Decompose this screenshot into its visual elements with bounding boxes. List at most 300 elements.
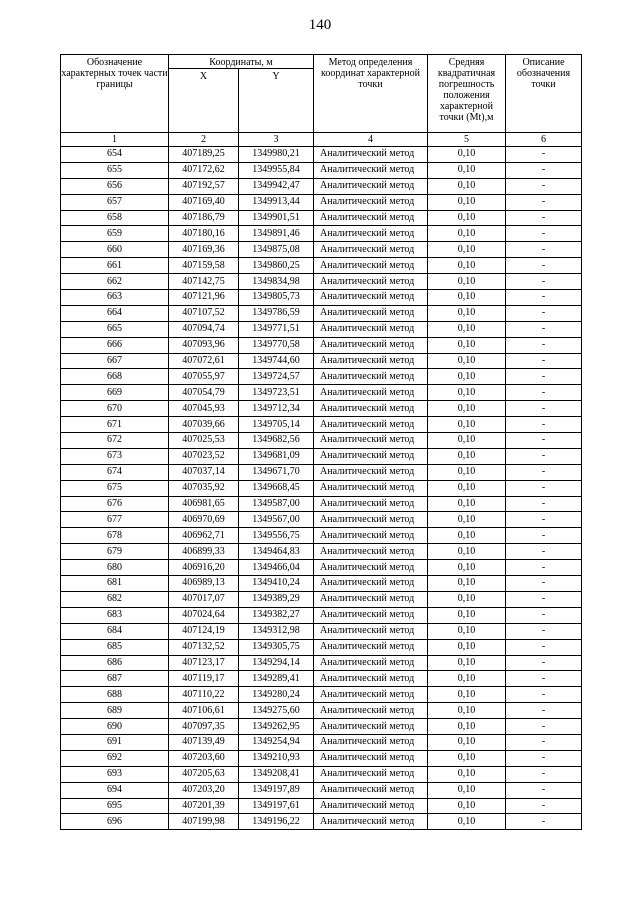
method-cell: Аналитический метод	[314, 258, 428, 274]
point-id-cell: 662	[61, 274, 169, 290]
table-row	[61, 719, 582, 735]
point-id-cell: 667	[61, 353, 169, 369]
error-cell: 0,10	[428, 528, 506, 544]
y-cell: 1349860,25	[239, 258, 314, 274]
x-cell: 407123,17	[169, 655, 239, 671]
table-row	[61, 385, 582, 401]
method-cell: Аналитический метод	[314, 576, 428, 592]
y-cell: 1349196,22	[239, 814, 314, 830]
error-cell: 0,10	[428, 496, 506, 512]
point-id-cell: 661	[61, 258, 169, 274]
column-number: 3	[239, 133, 314, 147]
x-cell: 406970,69	[169, 512, 239, 528]
y-cell: 1349197,89	[239, 782, 314, 798]
x-cell: 407132,52	[169, 639, 239, 655]
description-cell: -	[506, 385, 582, 401]
point-id-cell: 665	[61, 321, 169, 337]
y-cell: 1349712,34	[239, 401, 314, 417]
x-cell: 407121,96	[169, 290, 239, 306]
description-cell: -	[506, 337, 582, 353]
point-id-cell: 676	[61, 496, 169, 512]
point-id-cell: 654	[61, 147, 169, 163]
description-cell: -	[506, 448, 582, 464]
x-cell: 407169,36	[169, 242, 239, 258]
method-cell: Аналитический метод	[314, 719, 428, 735]
point-id-cell: 679	[61, 544, 169, 560]
x-cell: 407201,39	[169, 798, 239, 814]
table-row	[61, 766, 582, 782]
method-cell: Аналитический метод	[314, 560, 428, 576]
y-cell: 1349280,24	[239, 687, 314, 703]
y-cell: 1349262,95	[239, 719, 314, 735]
y-cell: 1349771,51	[239, 321, 314, 337]
table-row	[61, 512, 582, 528]
method-cell: Аналитический метод	[314, 623, 428, 639]
description-cell: -	[506, 401, 582, 417]
table-row	[61, 290, 582, 306]
error-cell: 0,10	[428, 321, 506, 337]
y-cell: 1349466,04	[239, 560, 314, 576]
error-cell: 0,10	[428, 401, 506, 417]
table-row	[61, 687, 582, 703]
description-cell: -	[506, 242, 582, 258]
x-cell: 407072,61	[169, 353, 239, 369]
error-cell: 0,10	[428, 734, 506, 750]
header-y: Y	[239, 69, 314, 133]
error-cell: 0,10	[428, 162, 506, 178]
y-cell: 1349254,94	[239, 734, 314, 750]
table-row	[61, 798, 582, 814]
y-cell: 1349942,47	[239, 178, 314, 194]
y-cell: 1349464,83	[239, 544, 314, 560]
error-cell: 0,10	[428, 433, 506, 449]
table-row	[61, 560, 582, 576]
y-cell: 1349913,44	[239, 194, 314, 210]
table-row	[61, 147, 582, 163]
description-cell: -	[506, 417, 582, 433]
point-id-cell: 660	[61, 242, 169, 258]
y-cell: 1349834,98	[239, 274, 314, 290]
description-cell: -	[506, 496, 582, 512]
method-cell: Аналитический метод	[314, 591, 428, 607]
method-cell: Аналитический метод	[314, 639, 428, 655]
error-cell: 0,10	[428, 242, 506, 258]
y-cell: 1349556,75	[239, 528, 314, 544]
point-id-cell: 658	[61, 210, 169, 226]
description-cell: -	[506, 639, 582, 655]
table-row	[61, 369, 582, 385]
y-cell: 1349805,73	[239, 290, 314, 306]
x-cell: 407024,64	[169, 607, 239, 623]
description-cell: -	[506, 623, 582, 639]
description-cell: -	[506, 162, 582, 178]
method-cell: Аналитический метод	[314, 734, 428, 750]
method-cell: Аналитический метод	[314, 385, 428, 401]
method-cell: Аналитический метод	[314, 655, 428, 671]
x-cell: 407110,22	[169, 687, 239, 703]
method-cell: Аналитический метод	[314, 496, 428, 512]
x-cell: 406981,65	[169, 496, 239, 512]
header-coordinates: Координаты, м	[169, 55, 314, 69]
method-cell: Аналитический метод	[314, 703, 428, 719]
table-row	[61, 576, 582, 592]
y-cell: 1349681,09	[239, 448, 314, 464]
description-cell: -	[506, 369, 582, 385]
table-row	[61, 162, 582, 178]
y-cell: 1349197,61	[239, 798, 314, 814]
method-cell: Аналитический метод	[314, 305, 428, 321]
x-cell: 407025,53	[169, 433, 239, 449]
description-cell: -	[506, 528, 582, 544]
method-cell: Аналитический метод	[314, 274, 428, 290]
description-cell: -	[506, 178, 582, 194]
method-cell: Аналитический метод	[314, 210, 428, 226]
table-row	[61, 496, 582, 512]
table-row	[61, 337, 582, 353]
header-x: X	[169, 69, 239, 133]
method-cell: Аналитический метод	[314, 750, 428, 766]
error-cell: 0,10	[428, 385, 506, 401]
description-cell: -	[506, 782, 582, 798]
point-id-cell: 663	[61, 290, 169, 306]
y-cell: 1349724,57	[239, 369, 314, 385]
y-cell: 1349875,08	[239, 242, 314, 258]
column-number: 2	[169, 133, 239, 147]
table-row	[61, 226, 582, 242]
method-cell: Аналитический метод	[314, 448, 428, 464]
method-cell: Аналитический метод	[314, 162, 428, 178]
description-cell: -	[506, 464, 582, 480]
description-cell: -	[506, 703, 582, 719]
y-cell: 1349955,84	[239, 162, 314, 178]
x-cell: 407199,98	[169, 814, 239, 830]
error-cell: 0,10	[428, 607, 506, 623]
table-row	[61, 305, 582, 321]
error-cell: 0,10	[428, 719, 506, 735]
x-cell: 407094,74	[169, 321, 239, 337]
method-cell: Аналитический метод	[314, 369, 428, 385]
method-cell: Аналитический метод	[314, 226, 428, 242]
x-cell: 407054,79	[169, 385, 239, 401]
point-id-cell: 677	[61, 512, 169, 528]
y-cell: 1349410,24	[239, 576, 314, 592]
y-cell: 1349723,51	[239, 385, 314, 401]
point-id-cell: 692	[61, 750, 169, 766]
method-cell: Аналитический метод	[314, 353, 428, 369]
x-cell: 407186,79	[169, 210, 239, 226]
error-cell: 0,10	[428, 194, 506, 210]
description-cell: -	[506, 719, 582, 735]
description-cell: -	[506, 258, 582, 274]
point-id-cell: 689	[61, 703, 169, 719]
error-cell: 0,10	[428, 703, 506, 719]
description-cell: -	[506, 226, 582, 242]
x-cell: 407097,35	[169, 719, 239, 735]
table-body	[61, 147, 582, 830]
x-cell: 407106,61	[169, 703, 239, 719]
x-cell: 407039,66	[169, 417, 239, 433]
y-cell: 1349210,93	[239, 750, 314, 766]
description-cell: -	[506, 321, 582, 337]
description-cell: -	[506, 274, 582, 290]
table-row	[61, 194, 582, 210]
description-cell: -	[506, 210, 582, 226]
method-cell: Аналитический метод	[314, 337, 428, 353]
x-cell: 407180,16	[169, 226, 239, 242]
point-id-cell: 695	[61, 798, 169, 814]
error-cell: 0,10	[428, 623, 506, 639]
header-description: Описание обозначения точки	[506, 55, 582, 133]
y-cell: 1349786,59	[239, 305, 314, 321]
point-id-cell: 664	[61, 305, 169, 321]
point-id-cell: 670	[61, 401, 169, 417]
description-cell: -	[506, 814, 582, 830]
error-cell: 0,10	[428, 687, 506, 703]
y-cell: 1349305,75	[239, 639, 314, 655]
x-cell: 407205,63	[169, 766, 239, 782]
x-cell: 407192,57	[169, 178, 239, 194]
error-cell: 0,10	[428, 290, 506, 306]
y-cell: 1349891,46	[239, 226, 314, 242]
point-id-cell: 683	[61, 607, 169, 623]
description-cell: -	[506, 798, 582, 814]
error-cell: 0,10	[428, 210, 506, 226]
error-cell: 0,10	[428, 480, 506, 496]
method-cell: Аналитический метод	[314, 766, 428, 782]
method-cell: Аналитический метод	[314, 417, 428, 433]
error-cell: 0,10	[428, 814, 506, 830]
point-id-cell: 686	[61, 655, 169, 671]
method-cell: Аналитический метод	[314, 528, 428, 544]
header-error: Средняя квадратичная погрешность положения характерной точки (Mt),м	[428, 55, 506, 133]
table-row	[61, 210, 582, 226]
error-cell: 0,10	[428, 178, 506, 194]
y-cell: 1349744,60	[239, 353, 314, 369]
y-cell: 1349289,41	[239, 671, 314, 687]
y-cell: 1349682,56	[239, 433, 314, 449]
x-cell: 407203,20	[169, 782, 239, 798]
method-cell: Аналитический метод	[314, 321, 428, 337]
method-cell: Аналитический метод	[314, 464, 428, 480]
description-cell: -	[506, 655, 582, 671]
description-cell: -	[506, 290, 582, 306]
x-cell: 406989,13	[169, 576, 239, 592]
method-cell: Аналитический метод	[314, 147, 428, 163]
x-cell: 407159,58	[169, 258, 239, 274]
table-row	[61, 671, 582, 687]
table-row	[61, 433, 582, 449]
y-cell: 1349671,70	[239, 464, 314, 480]
error-cell: 0,10	[428, 591, 506, 607]
error-cell: 0,10	[428, 337, 506, 353]
description-cell: -	[506, 750, 582, 766]
y-cell: 1349587,00	[239, 496, 314, 512]
method-cell: Аналитический метод	[314, 814, 428, 830]
point-id-cell: 696	[61, 814, 169, 830]
table-row	[61, 448, 582, 464]
error-cell: 0,10	[428, 448, 506, 464]
coordinates-table	[60, 54, 582, 830]
table-row	[61, 321, 582, 337]
method-cell: Аналитический метод	[314, 544, 428, 560]
x-cell: 407093,96	[169, 337, 239, 353]
error-cell: 0,10	[428, 576, 506, 592]
table-row	[61, 544, 582, 560]
table-row	[61, 814, 582, 830]
x-cell: 407142,75	[169, 274, 239, 290]
error-cell: 0,10	[428, 512, 506, 528]
method-cell: Аналитический метод	[314, 782, 428, 798]
x-cell: 406962,71	[169, 528, 239, 544]
x-cell: 406899,33	[169, 544, 239, 560]
table-row	[61, 528, 582, 544]
point-id-cell: 669	[61, 385, 169, 401]
table-row	[61, 750, 582, 766]
x-cell: 407203,60	[169, 750, 239, 766]
method-cell: Аналитический метод	[314, 671, 428, 687]
table-row	[61, 464, 582, 480]
x-cell: 406916,20	[169, 560, 239, 576]
table-row	[61, 274, 582, 290]
error-cell: 0,10	[428, 782, 506, 798]
point-id-cell: 682	[61, 591, 169, 607]
description-cell: -	[506, 194, 582, 210]
x-cell: 407124,19	[169, 623, 239, 639]
x-cell: 407037,14	[169, 464, 239, 480]
description-cell: -	[506, 433, 582, 449]
error-cell: 0,10	[428, 258, 506, 274]
error-cell: 0,10	[428, 750, 506, 766]
point-id-cell: 690	[61, 719, 169, 735]
error-cell: 0,10	[428, 639, 506, 655]
y-cell: 1349705,14	[239, 417, 314, 433]
y-cell: 1349668,45	[239, 480, 314, 496]
point-id-cell: 673	[61, 448, 169, 464]
point-id-cell: 687	[61, 671, 169, 687]
method-cell: Аналитический метод	[314, 798, 428, 814]
table-row	[61, 734, 582, 750]
method-cell: Аналитический метод	[314, 290, 428, 306]
header-method: Метод определения координат характерной точки	[314, 55, 428, 133]
error-cell: 0,10	[428, 147, 506, 163]
point-id-cell: 668	[61, 369, 169, 385]
error-cell: 0,10	[428, 226, 506, 242]
point-id-cell: 694	[61, 782, 169, 798]
x-cell: 407169,40	[169, 194, 239, 210]
point-id-cell: 680	[61, 560, 169, 576]
description-cell: -	[506, 734, 582, 750]
page-number: 140	[308, 17, 332, 33]
table-row	[61, 353, 582, 369]
x-cell: 407035,92	[169, 480, 239, 496]
description-cell: -	[506, 607, 582, 623]
y-cell: 1349382,27	[239, 607, 314, 623]
method-cell: Аналитический метод	[314, 401, 428, 417]
method-cell: Аналитический метод	[314, 178, 428, 194]
column-number: 1	[61, 133, 169, 147]
description-cell: -	[506, 591, 582, 607]
point-id-cell: 672	[61, 433, 169, 449]
column-number: 4	[314, 133, 428, 147]
x-cell: 407023,52	[169, 448, 239, 464]
error-cell: 0,10	[428, 560, 506, 576]
x-cell: 407139,49	[169, 734, 239, 750]
x-cell: 407119,17	[169, 671, 239, 687]
table-row	[61, 703, 582, 719]
description-cell: -	[506, 766, 582, 782]
y-cell: 1349770,58	[239, 337, 314, 353]
y-cell: 1349567,00	[239, 512, 314, 528]
y-cell: 1349294,14	[239, 655, 314, 671]
table-row	[61, 480, 582, 496]
header-point-id: Обозначение характерных точек части границы	[61, 55, 169, 133]
point-id-cell: 671	[61, 417, 169, 433]
description-cell: -	[506, 687, 582, 703]
x-cell: 407107,52	[169, 305, 239, 321]
table-row	[61, 258, 582, 274]
y-cell: 1349901,51	[239, 210, 314, 226]
method-cell: Аналитический метод	[314, 512, 428, 528]
error-cell: 0,10	[428, 274, 506, 290]
error-cell: 0,10	[428, 766, 506, 782]
table-row	[61, 417, 582, 433]
point-id-cell: 684	[61, 623, 169, 639]
y-cell: 1349389,29	[239, 591, 314, 607]
y-cell: 1349275,60	[239, 703, 314, 719]
x-cell: 407045,93	[169, 401, 239, 417]
error-cell: 0,10	[428, 353, 506, 369]
table-row	[61, 591, 582, 607]
y-cell: 1349208,41	[239, 766, 314, 782]
point-id-cell: 685	[61, 639, 169, 655]
error-cell: 0,10	[428, 655, 506, 671]
description-cell: -	[506, 544, 582, 560]
point-id-cell: 691	[61, 734, 169, 750]
x-cell: 407172,62	[169, 162, 239, 178]
x-cell: 407189,25	[169, 147, 239, 163]
error-cell: 0,10	[428, 305, 506, 321]
error-cell: 0,10	[428, 369, 506, 385]
x-cell: 407055,97	[169, 369, 239, 385]
table-row	[61, 655, 582, 671]
table-row	[61, 401, 582, 417]
description-cell: -	[506, 480, 582, 496]
method-cell: Аналитический метод	[314, 242, 428, 258]
point-id-cell: 659	[61, 226, 169, 242]
description-cell: -	[506, 305, 582, 321]
column-number: 6	[506, 133, 582, 147]
point-id-cell: 678	[61, 528, 169, 544]
point-id-cell: 657	[61, 194, 169, 210]
table-row	[61, 623, 582, 639]
y-cell: 1349980,21	[239, 147, 314, 163]
table-row	[61, 178, 582, 194]
table-row	[61, 782, 582, 798]
error-cell: 0,10	[428, 671, 506, 687]
table-row	[61, 607, 582, 623]
description-cell: -	[506, 560, 582, 576]
point-id-cell: 675	[61, 480, 169, 496]
x-cell: 407017,07	[169, 591, 239, 607]
point-id-cell: 681	[61, 576, 169, 592]
description-cell: -	[506, 512, 582, 528]
method-cell: Аналитический метод	[314, 194, 428, 210]
y-cell: 1349312,98	[239, 623, 314, 639]
point-id-cell: 656	[61, 178, 169, 194]
point-id-cell: 693	[61, 766, 169, 782]
method-cell: Аналитический метод	[314, 433, 428, 449]
point-id-cell: 688	[61, 687, 169, 703]
